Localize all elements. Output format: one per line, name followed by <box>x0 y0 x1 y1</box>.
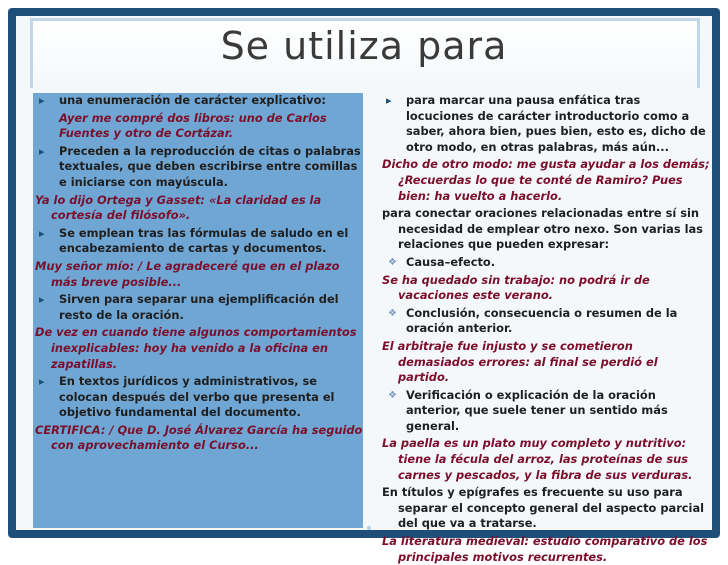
left-example-2: Ya lo dijo Ortega y Gasset: «La claridad es la cortesía del filósofo». <box>35 192 322 223</box>
right-example-3: El arbitraje fue injusto y se cometieron demasiados errores: al final se perdió el partido. <box>382 338 658 385</box>
left-column <box>33 93 363 528</box>
left-bullet-2: ▸ Preceden a la reproducción de citas o palabras textuales, que deben escribirse entre comillas e iniciarse con mayúscula. <box>33 144 363 191</box>
left-bullet-4: ▸ Sirven para separar una ejemplificación del resto de la oración. <box>33 292 363 323</box>
left-example-4: De vez en cuando tiene algunos comportamientos inexplicables: hoy ha venido a la oficina en zapatillas. <box>35 325 357 371</box>
slide-dot <box>367 526 371 530</box>
right-subitem-3: ❖ Verificación o explicación de la oración anterior, que suele tener un sentido más general. <box>380 388 710 435</box>
slide-title: Se utiliza para <box>220 24 508 68</box>
right-text-1: para conectar oraciones relacionadas entre sí sin necesidad de emplear otro nexo. Son varias las relaciones que pueden expresar: <box>382 206 703 252</box>
left-example-5: CERTIFICA: / Que D. José Álvarez García ha seguido con aprovechamiento el Curso... <box>35 422 363 453</box>
right-subitem-2: ❖ Conclusión, consecuencia o resumen de la oración anterior. <box>380 306 710 337</box>
left-example-1: Ayer me compré dos libros: uno de Carlos Fuentes y otro de Cortázar. <box>59 110 327 141</box>
left-bullet-3: ▸ Se emplean tras las fórmulas de saludo en el encabezamiento de cartas y documentos. <box>33 226 363 257</box>
right-column <box>380 93 710 564</box>
right-example-4: La paella es un plato muy completo y nutritivo: tiene la fécula del arroz, las proteínas de sus carnes y pescados, y la fibra de sus verduras. <box>382 436 693 482</box>
right-subitem-1: ❖ Causa–efecto. <box>380 255 710 271</box>
right-text-2: En títulos y epígrafes es frecuente su uso para separar el concepto general del aspecto parcial del que va a tratarse. <box>382 485 705 531</box>
right-example-1: Dicho de otro modo: me gusta ayudar a los demás; ¿Recuerdas lo que te conté de Ramiro? Pues bien: ha vuelto a hacerlo. <box>382 157 710 203</box>
left-bullet-1: ▸ una enumeración de carácter explicativo: <box>33 93 363 109</box>
right-example-5: La literatura medieval: estudio comparativo de los principales motivos recurrentes. <box>382 534 708 564</box>
left-example-3: Muy señor mío: / Le agradeceré que en el plazo más breve posible... <box>35 258 340 289</box>
left-bullet-5: ▸ En textos jurídicos y administrativos, se colocan después del verbo que presenta el objetivo fundamental del documento. <box>33 374 363 421</box>
right-bullet-1: ▸ para marcar una pausa enfática tras locuciones de carácter introductorio como a saber, ahora bien, pues bien, esto es, dicho de otro modo, en otras palabras, más aún... <box>380 93 710 155</box>
right-example-2: Se ha quedado sin trabajo: no podrá ir de vacaciones este verano. <box>382 272 650 303</box>
